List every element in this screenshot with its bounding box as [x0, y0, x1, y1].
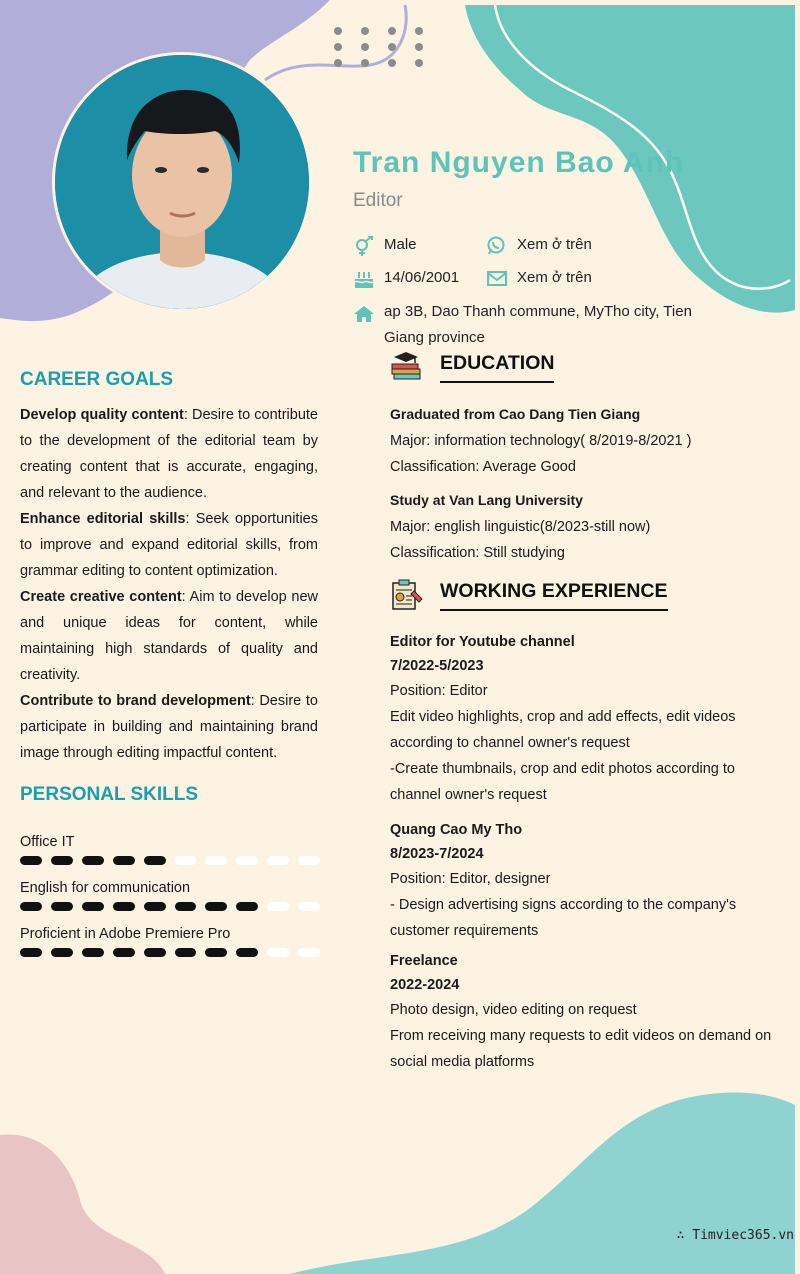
- education-item: [390, 406, 780, 480]
- goal-heading: Develop quality content: [20, 407, 184, 423]
- phone-row: [486, 236, 592, 256]
- skill-dot-empty: [267, 856, 289, 865]
- skill-dot-filled: [144, 948, 166, 957]
- goal-heading: Contribute to brand development: [20, 693, 251, 709]
- skill-dot-filled: [51, 856, 73, 865]
- candidate-name: Tran Nguyen Bao Anh: [353, 146, 685, 179]
- home-icon: [353, 304, 375, 324]
- birthday-cake-icon: [353, 269, 375, 289]
- skill-dot-empty: [205, 856, 227, 865]
- experience-line: - Design advertising signs according to the company's customer requirements: [390, 897, 737, 939]
- dot-grid: [334, 27, 423, 67]
- experience-line: Photo design, video editing on request: [390, 1002, 637, 1018]
- skill-dot-filled: [20, 902, 42, 911]
- skill-dot-filled: [82, 902, 104, 911]
- work-clipboard-icon: [390, 579, 424, 611]
- education-major: Major: english linguistic(8/2023-still now): [390, 519, 651, 535]
- skill-dot-filled: [205, 902, 227, 911]
- avatar: [55, 55, 309, 309]
- experience-period: 8/2023-7/2024: [390, 846, 484, 862]
- education-classification: Classification: Still studying: [390, 545, 565, 561]
- education-title: EDUCATION: [440, 352, 554, 383]
- personal-skills-title: PERSONAL SKILLS: [20, 784, 199, 805]
- skill-dot-filled: [175, 902, 197, 911]
- experience-line: Edit video highlights, crop and add effects, edit videos according to channel owner's request: [390, 709, 736, 751]
- skill-dot-filled: [113, 948, 135, 957]
- experience-line: -Create thumbnails, crop and edit photos according to channel owner's request: [390, 761, 735, 803]
- skill-dot-filled: [113, 902, 135, 911]
- skill-dot-empty: [298, 902, 320, 911]
- gender-icon: [353, 236, 375, 256]
- experience-line: From receiving many requests to edit videos on demand on social media platforms: [390, 1028, 772, 1070]
- goal-item: [20, 402, 318, 506]
- skill-dot-filled: [20, 856, 42, 865]
- skill-dot-filled: [205, 948, 227, 957]
- skill-rating: [20, 948, 320, 957]
- graduation-books-icon: [390, 351, 424, 383]
- goal-heading: Create creative content: [20, 589, 182, 605]
- pink-blob: [0, 1134, 165, 1274]
- goal-text: : Desire to participate in building and maintaining brand image through editing impactful content.: [20, 693, 318, 761]
- goal-text: : Aim to develop new and unique ideas for content, while maintaining high standards of quality and creativity.: [20, 589, 318, 683]
- email-row: [486, 269, 592, 289]
- experience-line: Position: Editor: [390, 683, 488, 699]
- skill-dot-filled: [82, 948, 104, 957]
- experience-heading: [390, 579, 668, 611]
- skill-label: Office IT: [20, 834, 75, 850]
- skill-item: [20, 880, 320, 911]
- skill-rating: [20, 902, 320, 911]
- experience-period: 2022-2024: [390, 977, 460, 993]
- email-value: Xem ở trên: [517, 269, 592, 286]
- address-value: ap 3B, Dao Thanh commune, MyTho city, Tien Giang province: [384, 303, 692, 346]
- experience-title: WORKING EXPERIENCE: [440, 580, 668, 611]
- skill-label: Proficient in Adobe Premiere Pro: [20, 926, 231, 942]
- watermark: ∴ Timviec365.vn: [676, 1228, 794, 1243]
- education-classification: Classification: Average Good: [390, 459, 576, 475]
- experience-company: Quang Cao My Tho: [390, 822, 523, 838]
- candidate-role: Editor: [353, 190, 403, 211]
- goal-item: [20, 584, 318, 688]
- goal-text: : Desire to contribute to the development of the editorial team by creating content that is accurate, engaging, and relevant to the audience.: [20, 407, 318, 501]
- education-school: Graduated from Cao Dang Tien Giang: [390, 406, 641, 422]
- skill-dot-filled: [51, 948, 73, 957]
- experience-period: 7/2022-5/2023: [390, 658, 484, 674]
- skill-dot-empty: [267, 902, 289, 911]
- skill-dot-filled: [113, 856, 135, 865]
- education-school: Study at Van Lang University: [390, 492, 583, 508]
- education-major: Major: information technology( 8/2019-8/2021 ): [390, 433, 692, 449]
- skill-item: [20, 834, 320, 865]
- skill-dot-filled: [144, 856, 166, 865]
- career-goals-title: CAREER GOALS: [20, 369, 174, 390]
- skill-dot-empty: [267, 948, 289, 957]
- skill-dot-filled: [236, 902, 258, 911]
- skill-item: [20, 926, 320, 957]
- education-item: [390, 492, 780, 566]
- skill-dot-filled: [236, 948, 258, 957]
- experience-company: Editor for Youtube channel: [390, 634, 575, 650]
- skill-dot-filled: [144, 902, 166, 911]
- experience-item: [390, 818, 775, 944]
- goal-heading: Enhance editorial skills: [20, 511, 186, 527]
- gender-value: Male: [384, 236, 417, 253]
- skill-dot-filled: [175, 948, 197, 957]
- goal-item: [20, 688, 318, 766]
- email-icon: [486, 269, 508, 289]
- skill-rating: [20, 856, 320, 865]
- dob-row: [353, 269, 459, 289]
- gender-row: [353, 236, 417, 256]
- experience-line: Position: Editor, designer: [390, 871, 551, 887]
- skill-dot-empty: [175, 856, 197, 865]
- skill-dot-filled: [51, 902, 73, 911]
- skill-dot-empty: [298, 948, 320, 957]
- skill-dot-filled: [20, 948, 42, 957]
- whatsapp-icon: [486, 236, 508, 256]
- skill-dot-empty: [236, 856, 258, 865]
- teal-bottom-blob: [290, 1092, 795, 1274]
- address-row: [353, 302, 698, 351]
- experience-item: [390, 949, 775, 1075]
- goal-text: : Seek opportunities to improve and expand editorial skills, from grammar editing to content optimization.: [20, 511, 318, 579]
- experience-item: [390, 630, 775, 808]
- profile-photo: [52, 52, 312, 312]
- career-goals-list: [20, 402, 318, 766]
- watermark-text: Timviec365.vn: [692, 1228, 794, 1243]
- experience-company: Freelance: [390, 953, 458, 969]
- skill-label: English for communication: [20, 880, 191, 896]
- skill-dot-empty: [298, 856, 320, 865]
- phone-value: Xem ở trên: [517, 236, 592, 253]
- education-heading: [390, 351, 554, 383]
- skill-dot-filled: [82, 856, 104, 865]
- dob-value: 14/06/2001: [384, 269, 460, 286]
- goal-item: [20, 506, 318, 584]
